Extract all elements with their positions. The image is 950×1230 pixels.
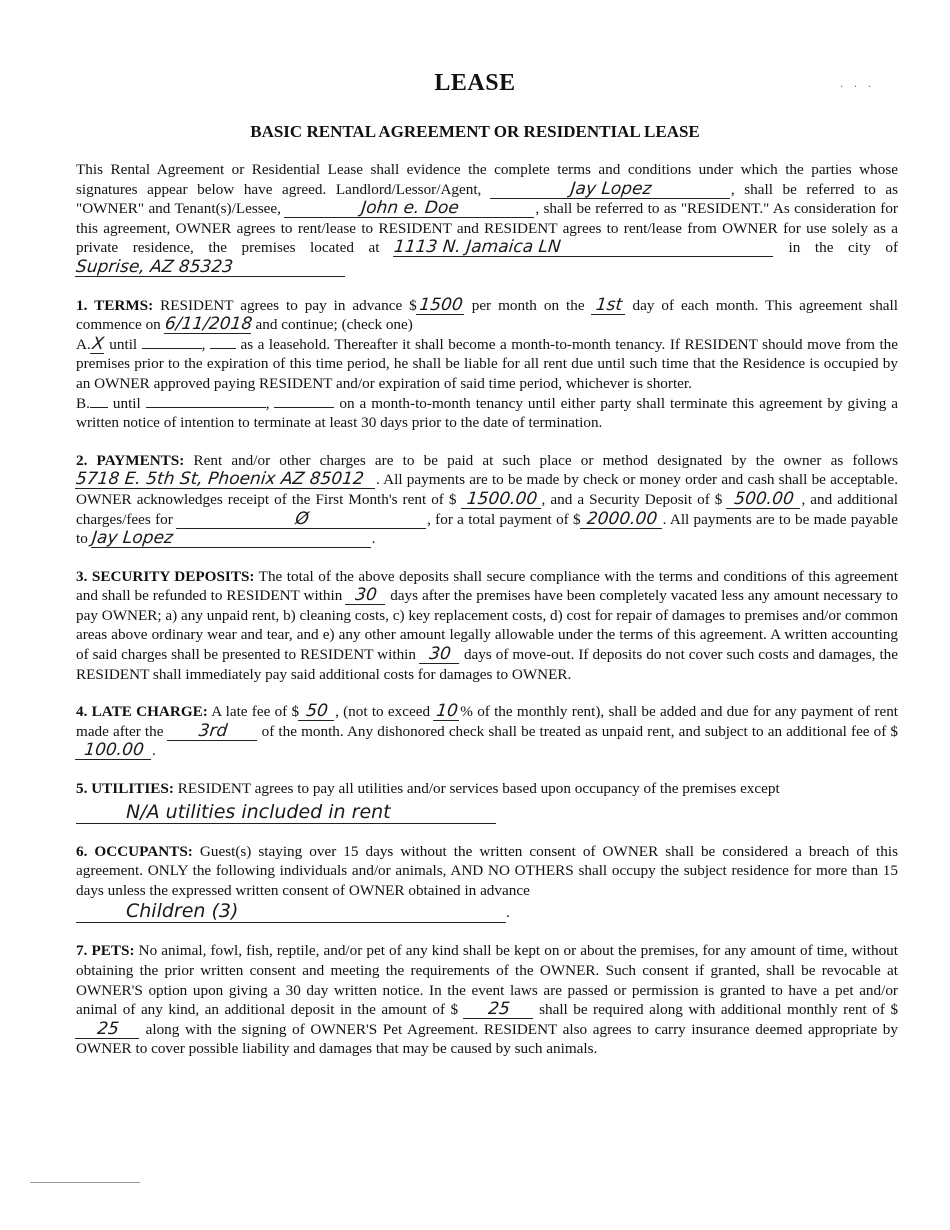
terms-text-2: per month on the bbox=[464, 296, 592, 314]
monthly-rent-field[interactable]: 1500 bbox=[416, 296, 466, 315]
payments-text-3: , and a Security Deposit of $ bbox=[541, 490, 728, 508]
intro-text-3: , shall be referred to as "RESIDENT." As consideration for this agreement, OWNER agrees to rent/lease to RESIDENT and RESIDENT agrees to rent/lease from OWNER for use solely as a private residence, the premises located at bbox=[76, 200, 898, 257]
option-b-checkbox[interactable] bbox=[90, 395, 108, 408]
due-day-field[interactable]: 1st bbox=[591, 296, 627, 315]
premises-address-field[interactable]: 1113 N. Jamaica LN bbox=[393, 238, 775, 257]
payments-text-2: . All payments are to be made by check or money order and cash shall be acceptable. OWNER acknowledges receipt of the First Month's rent of $ bbox=[76, 471, 898, 508]
landlord-name-field[interactable]: Jay Lopez bbox=[490, 180, 732, 199]
late-fee-field[interactable]: 50 bbox=[298, 702, 336, 721]
payee-field[interactable]: Jay Lopez bbox=[91, 529, 373, 548]
terms-text-3: day of each month. This agreement shall commence on bbox=[76, 296, 898, 334]
option-a-text-1: until bbox=[104, 335, 142, 353]
pets-text-1: No animal, fowl, fish, reptile, and/or pet of any kind shall be kept on or about the premises, for any amount of time, without obtaining the prior written consent and meeting the requirements of the OWNER. Such consent if granted, shall be revocable at OWNER'S option upon giving a 30 day written notice. In the event laws are passed or permission is granted to have a pet and/or animal of any kind, an additional deposit in the amount of $ bbox=[76, 942, 898, 1019]
terms-heading: 1. TERMS: bbox=[76, 296, 154, 314]
late-charge-section bbox=[76, 702, 898, 761]
security-deposits-section bbox=[76, 567, 898, 685]
security-text-1: The total of the above deposits shall secure compliance with the terms and conditions of this agreement and shall be refunded to RESIDENT within bbox=[76, 567, 899, 605]
option-b-until-field[interactable] bbox=[146, 395, 266, 408]
option-a-text-3: as a leasehold. Thereafter it shall become a month-to-month tenancy. If RESIDENT should move from the premises prior to the expiration of this time period, he shall be liable for all rent due until such time that the Residence is occupied by an OWNER approved paying RESIDENT and/or expiration of said time period, whichever is shorter. bbox=[76, 335, 898, 392]
option-b-text-2: , bbox=[265, 394, 275, 412]
security-text-3: days of move-out. If deposits do not cover such costs and damages, the RESIDENT shall immediately pay said additional costs for damages to OWNER. bbox=[76, 646, 898, 683]
city-field[interactable]: Suprise, AZ 85323 bbox=[75, 258, 347, 277]
pets-heading: 7. PETS: bbox=[76, 942, 135, 960]
payments-text-1: Rent and/or other charges are to be paid at such place or method designated by the owner as follows bbox=[184, 451, 898, 469]
pets-text-3: along with the signing of OWNER'S Pet Agreement. RESIDENT also agrees to carry insurance deemed appropriate by OWNER to cover possible liability and damages that may be caused by such animals. bbox=[76, 1020, 898, 1058]
option-a-until-field[interactable] bbox=[142, 336, 202, 349]
late-text-2: , (not to exceed bbox=[335, 703, 435, 721]
scan-edge-mark bbox=[30, 1182, 140, 1183]
pets-section bbox=[76, 941, 898, 1059]
utilities-heading: 5. UTILITIES: bbox=[76, 780, 174, 798]
accounting-days-field[interactable]: 30 bbox=[419, 645, 461, 664]
terms-text-4: and continue; (check one) bbox=[251, 316, 413, 334]
option-b-text-3: on a month-to-month tenancy until either party shall terminate this agreement by giving a written notice of intention to terminate at least 30 days prior to the date of termination. bbox=[76, 394, 898, 432]
document-title: LEASE bbox=[434, 70, 516, 96]
terms-text-1: RESIDENT agrees to pay in advance $ bbox=[153, 296, 417, 314]
utilities-except-field[interactable]: N/A utilities included in rent bbox=[76, 801, 496, 824]
first-month-rent-field[interactable]: 1500.00 bbox=[461, 490, 543, 509]
occupants-heading: 6. OCCUPANTS: bbox=[76, 842, 193, 860]
occupants-list-field[interactable]: Children (3) bbox=[76, 900, 506, 923]
dishonored-check-fee-field[interactable]: 100.00 bbox=[75, 741, 153, 760]
tenant-name-field[interactable]: John e. Doe bbox=[284, 199, 536, 218]
option-a-text-2: , bbox=[201, 335, 210, 353]
total-payment-field[interactable]: 2000.00 bbox=[580, 510, 664, 529]
payments-text-6: . All payments are to be made payable to bbox=[76, 510, 899, 548]
late-after-day-field[interactable]: 3rd bbox=[167, 722, 259, 741]
late-text-1: A late fee of $ bbox=[207, 703, 300, 721]
terms-section bbox=[76, 296, 898, 433]
late-heading: 4. LATE CHARGE: bbox=[76, 703, 208, 721]
option-a-label: A. bbox=[76, 335, 91, 353]
pets-text-2: shall be required along with additional monthly rent of $ bbox=[533, 1001, 898, 1019]
occupants-section bbox=[76, 842, 898, 924]
option-b-text-1: until bbox=[107, 394, 146, 412]
intro-text-1: This Rental Agreement or Residential Lease shall evidence the complete terms and conditions under which the parties whose signatures appear below have agreed. Landlord/Lessor/Agent, bbox=[76, 161, 898, 198]
security-text-2: days after the premises have been completely vacated less any amount necessary to pay OWNER; a) any unpaid rent, b) cleaning costs, c) key replacement costs, d) cost for repair of damages to premises and/or common areas above ordinary wear and tear, and e) any other amount legally allowable under the terms of this agreement. A written accounting of said charges shall be presented to RESIDENT within bbox=[76, 587, 898, 664]
late-text-5: . bbox=[152, 742, 156, 760]
lease-body bbox=[76, 160, 898, 1077]
payments-text-5: , for a total payment of $ bbox=[427, 510, 581, 528]
security-heading: 3. SECURITY DEPOSITS: bbox=[76, 567, 255, 585]
scan-specks: · · · bbox=[840, 82, 875, 93]
payments-text-4: , and additional charges/fees for bbox=[76, 490, 898, 528]
refund-days-field[interactable]: 30 bbox=[345, 586, 387, 605]
intro-text-4: in the city of bbox=[773, 239, 898, 257]
occupants-text-1: Guest(s) staying over 15 days without the written consent of OWNER shall be considered a breach of this agreement. ONLY the following individuals and/or animals, AND NO OTHERS shall occupy the subject residence for more than 15 days unless the expressed written consent of OWNER obtained in advance bbox=[76, 842, 899, 899]
pet-rent-field[interactable]: 25 bbox=[75, 1020, 141, 1039]
occupants-text-2: . bbox=[506, 904, 510, 922]
intro-section bbox=[76, 160, 898, 278]
document-subtitle: BASIC RENTAL AGREEMENT OR RESIDENTIAL LEASE bbox=[250, 122, 700, 141]
intro-text-2: , shall be referred to as "OWNER" and Tenant(s)/Lessee, bbox=[76, 180, 898, 218]
payments-heading: 2. PAYMENTS: bbox=[76, 451, 185, 469]
option-b-label: B. bbox=[76, 394, 90, 412]
utilities-section bbox=[76, 779, 898, 824]
security-deposit-field[interactable]: 500.00 bbox=[726, 490, 802, 509]
option-a-checkbox[interactable]: X bbox=[90, 333, 105, 354]
late-percent-field[interactable]: 10 bbox=[433, 702, 461, 721]
option-b-year-field[interactable] bbox=[274, 395, 334, 408]
pet-deposit-field[interactable]: 25 bbox=[463, 1000, 535, 1019]
late-text-3: % of the monthly rent), shall be added and due for any payment of rent made after the bbox=[76, 703, 899, 740]
payments-section bbox=[76, 451, 898, 549]
payment-place-field[interactable]: 5718 E. 5th St, Phoenix AZ 85012 bbox=[75, 470, 377, 489]
utilities-text-1: RESIDENT agrees to pay all utilities and/or services based upon occupancy of the premises except bbox=[173, 780, 780, 798]
commence-date-field[interactable]: 6/11/2018 bbox=[163, 314, 253, 335]
payments-text-7: . bbox=[371, 530, 376, 548]
additional-fees-field[interactable]: Ø bbox=[176, 510, 428, 529]
late-text-4: of the month. Any dishonored check shall be treated as unpaid rent, and subject to an additional fee of $ bbox=[257, 722, 898, 740]
option-a-year-field[interactable] bbox=[210, 336, 236, 349]
